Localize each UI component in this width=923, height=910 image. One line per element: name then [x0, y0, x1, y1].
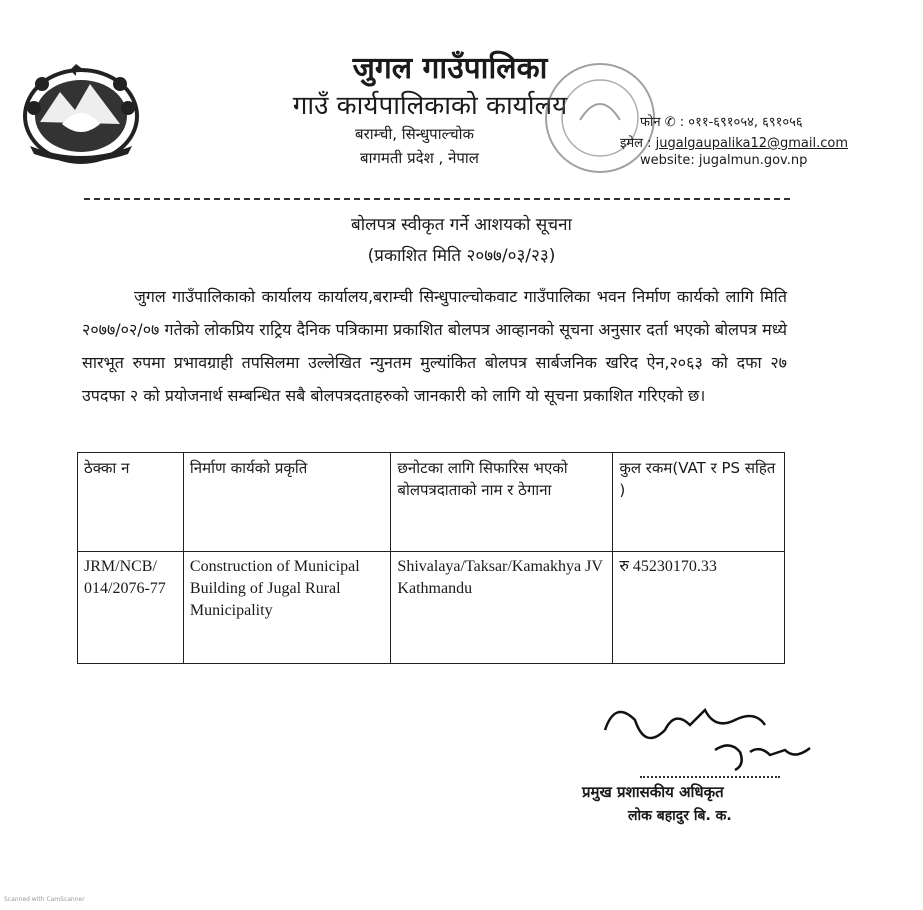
- office-name: जुगल गाउँपालिका: [352, 51, 548, 86]
- phone-number: : ०११-६९१०५४, ६९१०५६: [679, 115, 803, 130]
- signatory-title: प्रमुख प्रशासकीय अधिकृत: [582, 783, 724, 801]
- cell-work-nature: Construction of Municipal Building of Jugal Rural Municipality: [183, 552, 391, 664]
- cell-contract-no: JRM/NCB/ 014/2076-77: [78, 552, 184, 664]
- signatory-name: लोक बहादुर बि. क.: [628, 808, 732, 824]
- phone-label: फोन: [640, 115, 661, 130]
- signature-dotted-line: [640, 776, 780, 778]
- table-row: [78, 552, 785, 664]
- header-work-nature: निर्माण कार्यको प्रकृति: [183, 453, 391, 552]
- address-line-2: बागमती प्रदेश , नेपाल: [360, 149, 479, 167]
- phone-icon: ✆: [664, 115, 676, 130]
- scanner-watermark: Scanned with CamScanner: [4, 896, 85, 903]
- notice-title: बोलपत्र स्वीकृत गर्ने आशयको सूचना: [351, 215, 572, 235]
- website-label: website:: [640, 153, 695, 168]
- notice-published-date: (प्रकाशित मिति २०७७/०३/२३): [367, 246, 556, 266]
- notice-body: जुगल गाउँपालिकाको कार्यालय कार्यालय,बराम्ची सिन्धुपाल्चोकवाट गाउँपालिका भवन निर्माण कार्यको लागि मिति २०७७/०२/०७ गतेको लोकप्रिय राट्रिय दैनिक पत्रिकामा प्रकाशित बोलपत्र आव्हानको सूचना अनुसार दर्ता भएको बोलपत्र मध्ये सारभूत रुपमा प्रभावग्राही तपसिलमा उल्लेखित न्युनतम मुल्यांकित बोलपत्र सार्बजनिक खरिद ऐन,२०६३ को दफा २७ उपदफा २ को प्रयोजनार्थ सम्बन्धित सबै बोलपत्रदताहरुको जानकारी को लागि यो सूचना प्रकाशित गरिएको छ।: [82, 287, 787, 405]
- email-line: [620, 133, 848, 151]
- email-label: इमेल :: [620, 136, 652, 151]
- bid-award-table: [77, 452, 785, 664]
- phone-line: [640, 112, 803, 130]
- signature-scribble-icon: [595, 690, 825, 780]
- email-link[interactable]: jugalgaupalika12@gmail.com: [655, 136, 849, 151]
- office-subtitle: गाउँ कार्यपालिकाको कार्यालय: [292, 91, 568, 121]
- header-divider: [84, 198, 790, 200]
- government-emblem-icon: [20, 62, 142, 166]
- address-line-1: बराम्ची, सिन्धुपाल्चोक: [355, 125, 475, 143]
- header-bidder: छनोटका लागि सिफारिस भएको बोलपत्रदाताको नाम र ठेगाना: [391, 453, 613, 552]
- table-header-row: [78, 453, 785, 552]
- cell-total-amount: रु 45230170.33: [613, 552, 785, 664]
- cell-bidder: Shivalaya/Taksar/Kamakhya JV Kathmandu: [391, 552, 613, 664]
- website-line: [640, 153, 807, 168]
- header-contract-no: ठेक्का न: [78, 453, 184, 552]
- website-link[interactable]: jugalmun.gov.np: [698, 153, 808, 168]
- header-total-amount: कुल रकम(VAT र PS सहित ): [613, 453, 785, 552]
